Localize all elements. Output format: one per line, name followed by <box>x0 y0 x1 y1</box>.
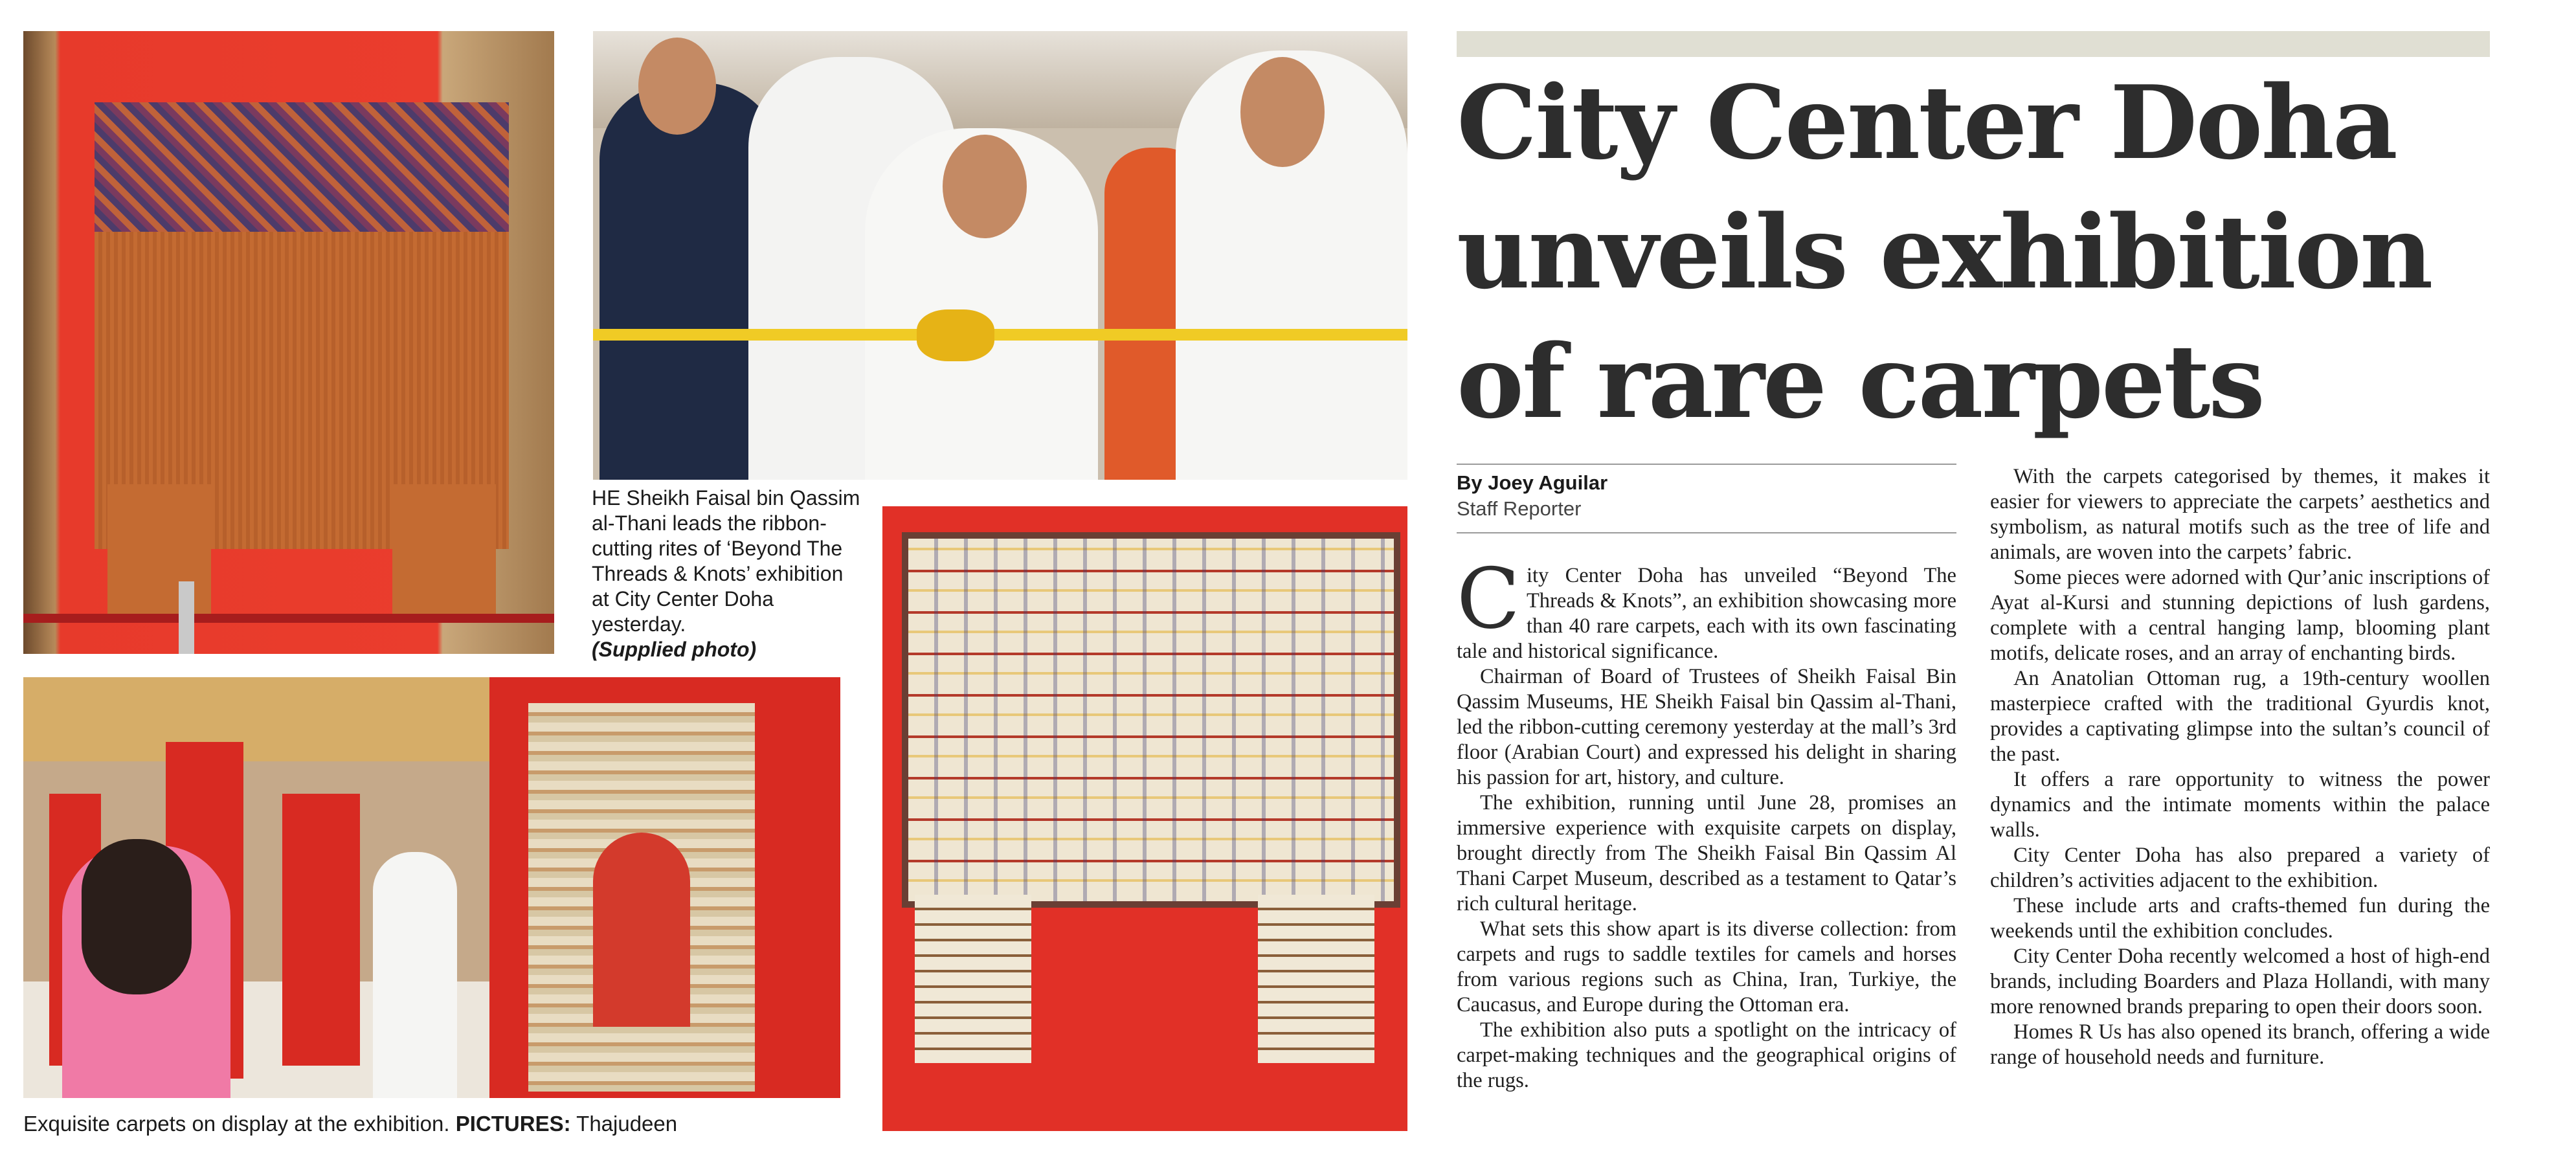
headline: City Center Doha unveils exhibition of rare carpets <box>1457 63 2432 441</box>
red-display-panel <box>282 794 360 1066</box>
visitor-hair <box>82 839 192 994</box>
byline-rule-top <box>1457 464 1956 465</box>
drop-cap: C <box>1457 551 1520 647</box>
carpet-leg-right <box>392 484 496 620</box>
photo-red-carpet-panel <box>23 31 554 654</box>
paragraph: It offers a rare opportunity to witness the power dynamics and the intimate moments within the palace walls. <box>1990 768 2490 842</box>
pictures-credit: Thajudeen <box>576 1112 678 1136</box>
barrier-rope <box>23 614 554 623</box>
person-face <box>638 38 716 135</box>
mall-ceiling <box>23 677 515 761</box>
paragraph: With the carpets categorised by themes, it makes it easier for viewers to appreciate the carpets’ aesthetics and symbolism, as natural motifs such as the tree of life and animals, are woven into the carpets’ fabric. <box>1990 465 2490 564</box>
caption-credit: (Supplied photo) <box>592 638 757 661</box>
gold-ribbon <box>593 329 1407 341</box>
carpet-embroidered-top <box>95 102 509 232</box>
photo-mall-exhibition <box>23 677 840 1098</box>
article-column-2 <box>1990 464 2490 1070</box>
caption-text: Exquisite carpets on display at the exhibition. <box>23 1112 450 1136</box>
photo-tribal-carpet <box>882 506 1407 1131</box>
carpet-leg-left <box>915 895 1031 1063</box>
display-photo-caption <box>23 1111 677 1137</box>
paragraph: City Center Doha recently welcomed a host of high-end brands, including Boarders and Plaza Hollandi, with many more renowned brands preparing to open their doors soon. <box>1990 945 2490 1018</box>
tree-motif-carpet <box>902 532 1400 908</box>
person-face-right <box>1240 57 1325 167</box>
sheikh-face <box>943 135 1027 238</box>
paragraph: The exhibition also puts a spotlight on the intricacy of carpet-making techniques and the geographical origins of the rugs. <box>1457 1018 1956 1092</box>
byline: By Joey Aguilar <box>1457 471 1608 494</box>
paragraph: What sets this show apart is its diverse collection: from carpets and rugs to saddle textiles for camels and horses from various regions such as China, Iran, Turkiye, the Caucasus, and Europe during the Ottoman era. <box>1457 917 1956 1016</box>
section-top-bar <box>1457 31 2490 57</box>
prayer-rug-mihrab <box>593 833 690 1027</box>
visitor-thobe <box>373 852 457 1098</box>
byline-rule-bottom <box>1457 532 1956 533</box>
ribbon-photo-caption <box>592 486 864 662</box>
paragraph: Chairman of Board of Trustees of Sheikh Faisal Bin Qassim Museums, HE Sheikh Faisal bin Qassim al-Thani, led the ribbon-cutting ceremony yesterday at the mall’s 3rd floor (Arabian Court) and expressed his delight in sharing his passion for art, history, and culture. <box>1457 665 1956 789</box>
paragraph-text: ity Center Doha has unveiled “Beyond The Threads & Knots”, an exhibition showcasing more than 40 rare carpets, each with its own fascinating tale and historical significance. <box>1457 564 1956 663</box>
carpet-leg-left <box>107 484 211 620</box>
paragraph: Homes R Us has also opened its branch, offering a wide range of household needs and furniture. <box>1990 1020 2490 1069</box>
ribbon-bow <box>917 309 994 361</box>
photo-ribbon-cutting <box>593 31 1407 480</box>
paragraph: The exhibition, running until June 28, promises an immersive experience with exquisite carpets on display, brought directly from The Sheikh Faisal Bin Qassim Al Thani Carpet Museum, described as a testament to Qatar’s rich cultural heritage. <box>1457 791 1956 915</box>
paragraph: An Anatolian Ottoman rug, a 19th-century woollen masterpiece crafted with the traditional Gyurdis knot, provides a captivating glimpse into the sultan’s council of the past. <box>1990 667 2490 766</box>
stanchion-post <box>179 581 194 654</box>
carpet-leg-right <box>1258 895 1374 1063</box>
pictures-label: PICTURES: <box>455 1112 571 1136</box>
paragraph: These include arts and crafts-themed fun during the weekends until the exhibition concludes. <box>1990 894 2490 943</box>
caption-text: HE Sheikh Faisal bin Qassim al-Thani leads the ribbon-cutting rites of ‘Beyond The Threads & Knots’ exhibition at City Center Doha yesterday. <box>592 486 860 636</box>
article-column-1 <box>1457 551 1956 1093</box>
paragraph <box>1457 551 1956 664</box>
byline-role: Staff Reporter <box>1457 497 1582 520</box>
paragraph: City Center Doha has also prepared a variety of children’s activities adjacent to the exhibition. <box>1990 844 2490 892</box>
paragraph: Some pieces were adorned with Qur’anic inscriptions of Ayat al-Kursi and stunning depictions of lush gardens, complete with a central hanging lamp, blooming plant motifs, delicate roses, and an array of enchanting birds. <box>1990 566 2490 665</box>
